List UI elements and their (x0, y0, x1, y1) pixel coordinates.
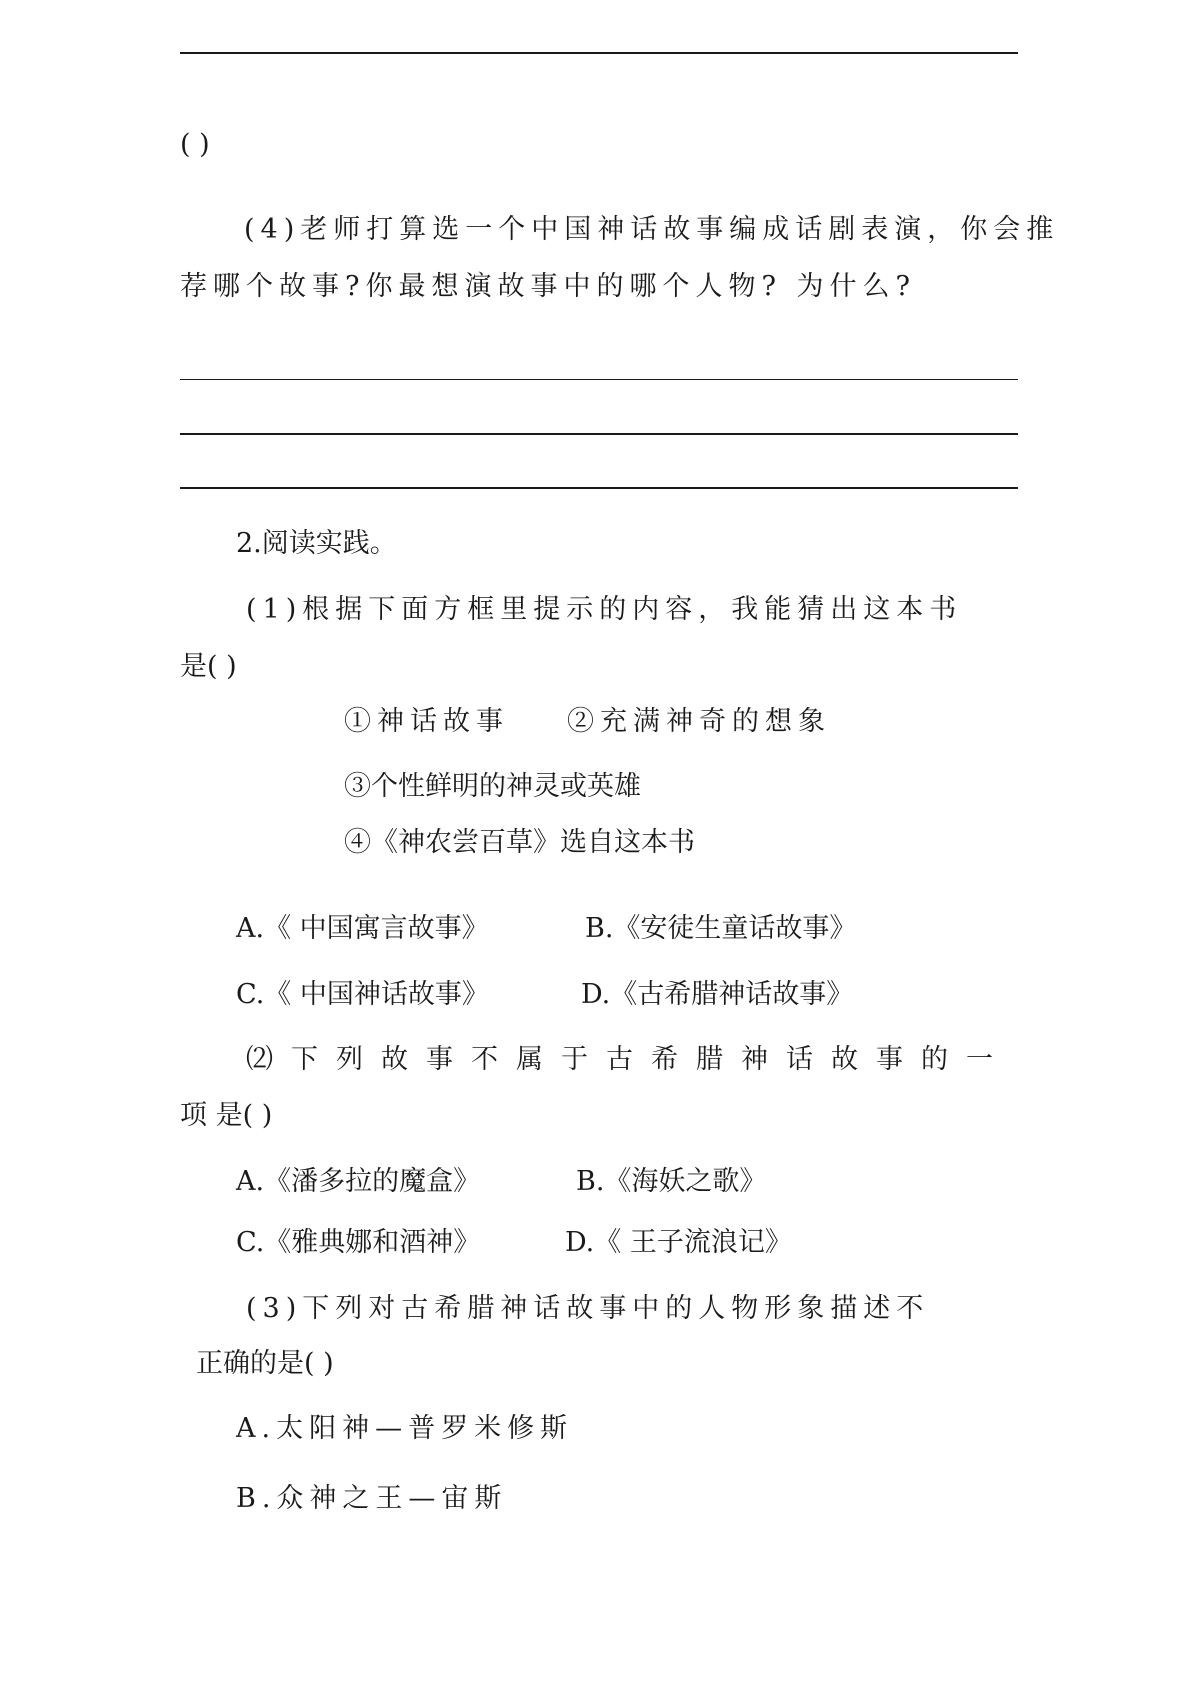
hint-item-4: ④《神农尝百草》选自这本书 (344, 827, 695, 858)
question-2-2-line-2: 项 是( ) (180, 1100, 273, 1131)
option-2-1-c: C.《 中国神话故事》 (236, 979, 489, 1010)
hint-item-2: ②充满神奇的想象 (567, 706, 831, 737)
option-2-2-c: C.《雅典娜和酒神》 (236, 1227, 481, 1258)
hint-item-3: ③个性鲜明的神灵或英雄 (344, 771, 641, 802)
question-2-1-line-1: (1)根据下面方框里提示的内容，我能猜出这本书 (246, 594, 963, 625)
option-2-1-b: B.《安徒生童话故事》 (585, 913, 857, 944)
question-2-2-line-1: ⑵下列故事不属于古希腊神话故事的一 (246, 1044, 1011, 1075)
option-2-2-d: D.《 王子流浪记》 (565, 1227, 792, 1258)
answer-line-2 (180, 433, 1018, 435)
question-4-line-2: 荐哪个故事?你最想演故事中的哪个人物? 为什么? (180, 271, 917, 302)
question-4-line-1: (4)老师打算选一个中国神话故事编成话剧表演，你会推 (244, 214, 1060, 245)
answer-line-1 (180, 379, 1018, 380)
option-2-1-d: D.《古希腊神话故事》 (581, 979, 854, 1010)
question-2-3-line-2: 正确的是( ) (196, 1348, 334, 1379)
question-2-1-line-2: 是( ) (180, 651, 237, 682)
option-2-2-b: B.《海妖之歌》 (576, 1166, 767, 1197)
option-2-2-a: A.《潘多拉的魔盒》 (236, 1166, 481, 1197)
option-2-3-b: B.众神之王—宙斯 (236, 1483, 508, 1514)
option-2-3-a: A.太阳神—普罗米修斯 (236, 1413, 574, 1444)
section-2-title: 2.阅读实践。 (236, 528, 397, 559)
header-rule (180, 52, 1018, 54)
answer-blank: ( ) (180, 129, 210, 160)
hint-item-1: ①神话故事 (344, 706, 509, 737)
option-2-1-a: A.《 中国寓言故事》 (236, 913, 489, 944)
answer-line-3 (180, 487, 1018, 489)
question-2-3-line-1: (3)下列对古希腊神话故事中的人物形象描述不 (246, 1293, 930, 1324)
